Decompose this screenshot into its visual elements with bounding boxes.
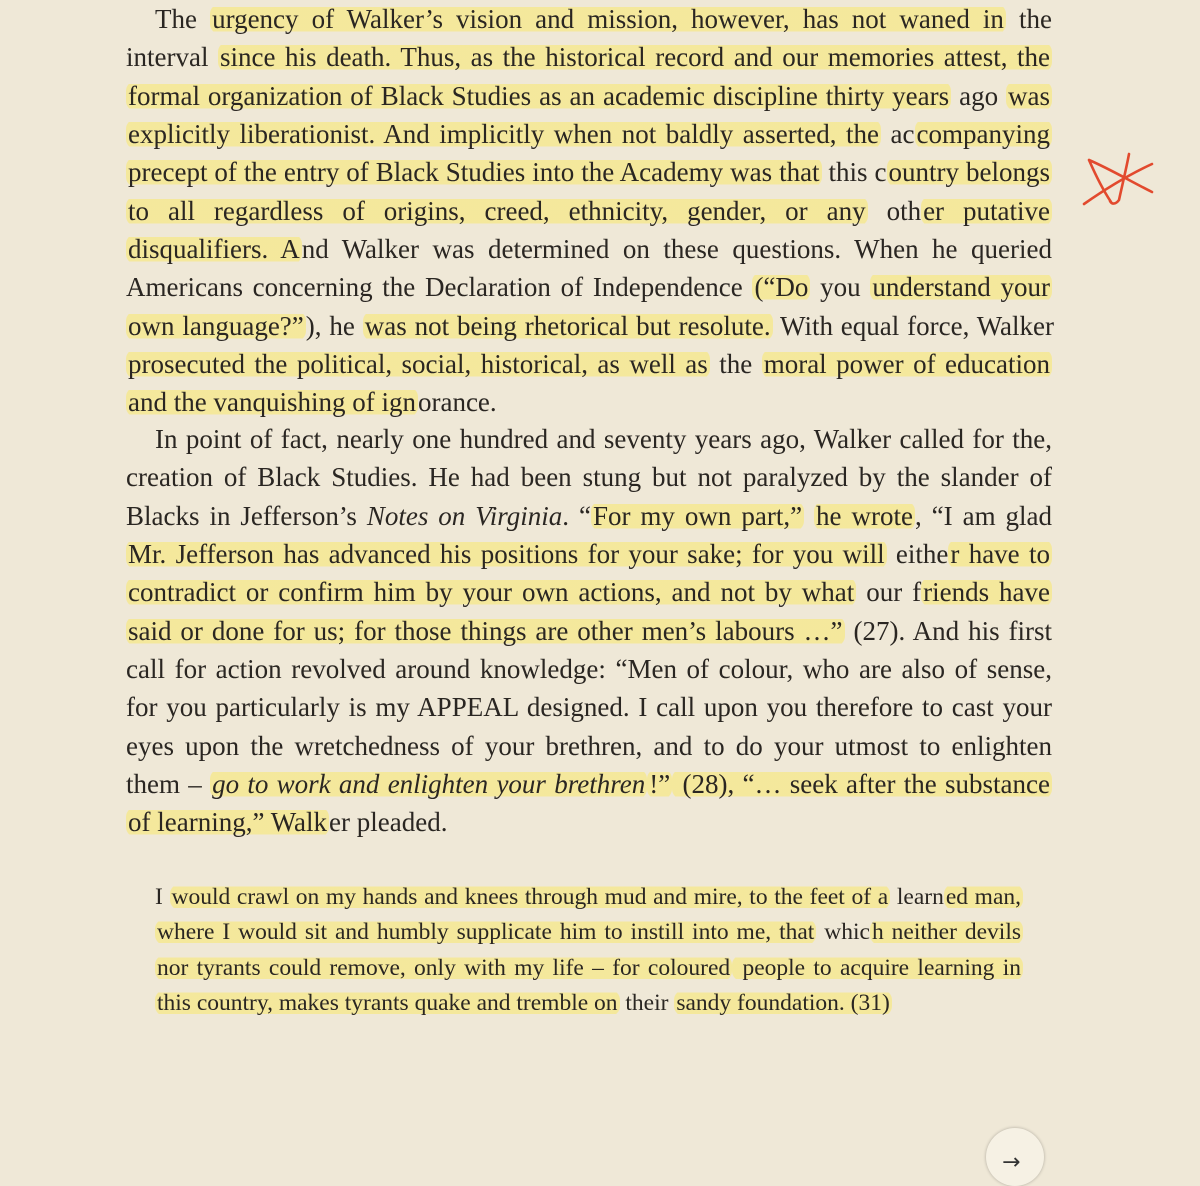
- next-page-button[interactable]: [986, 1128, 1044, 1186]
- text-span: learn: [890, 884, 944, 910]
- highlighted-text[interactable]: people to acquire learning in this country, makes tyrants quake and tremble on: [157, 954, 1021, 1016]
- highlighted-text[interactable]: urgency of Walker’s vision and mission, however, has not waned in: [212, 4, 1004, 34]
- highlighted-text[interactable]: was not being rhetorical but resolute.: [364, 310, 771, 341]
- highlighted-text[interactable]: understand your own language?”: [128, 272, 1050, 341]
- highlighted-text[interactable]: er putative disqualifiers. A: [128, 195, 1050, 265]
- highlighted-text[interactable]: Mr. Jefferson has advanced his positions for your sake; for you will: [128, 539, 885, 570]
- highlighted-text[interactable]: h neither devils nor tyrants could remove, only with my life – for coloured: [157, 919, 1021, 981]
- text-span: oth: [867, 195, 922, 226]
- text-span: The: [155, 4, 211, 34]
- highlighted-text[interactable]: (“Do: [754, 272, 809, 303]
- text-span: ago: [951, 80, 1007, 111]
- text-span: their: [619, 989, 675, 1016]
- text-span: . “: [562, 500, 591, 531]
- highlighted-text[interactable]: prosecuted the political, social, historical, as well as: [128, 349, 708, 380]
- text-span: the: [709, 349, 762, 380]
- highlighted-text[interactable]: would crawl on my hands and knees through mud and mire, to the feet of a: [171, 884, 889, 910]
- text-span: er pleaded.: [329, 807, 448, 838]
- highlighted-text[interactable]: For my own part,”: [592, 500, 803, 531]
- highlighted-text[interactable]: !”: [649, 769, 671, 800]
- highlighted-text[interactable]: (28), “… seek after the substance of learning,” Walk: [128, 769, 1050, 838]
- text-span: eithe: [886, 539, 949, 570]
- highlighted-text[interactable]: riends have said or done for us; for those things are other men’s labours …”: [128, 577, 1051, 646]
- text-span: I: [155, 884, 170, 910]
- highlighted-text[interactable]: ed man, where I would sit and humbly supplicate him to instill into me, that: [157, 884, 1022, 946]
- highlighted-text[interactable]: sandy foundation. (31): [676, 989, 890, 1016]
- text-span: ), he: [305, 310, 363, 341]
- text-span: With equal force, Walker: [772, 310, 1054, 341]
- arrow-right-icon: →: [1002, 1150, 1021, 1175]
- text-span: (27). And his first call for action revolved around knowledge: “Men of colour, who are also of sense, for you particularly is my APPEAL designed. I call upon you therefore to cast your eyes upon the wretchedness of your brethren, and to do your utmost to enlighten them –: [126, 615, 1053, 800]
- text-span: nd Walker was determined on these questions. When he queried Americans concerning the Declaration of Independence: [126, 234, 1052, 303]
- paragraph-1: [126, 0, 1052, 422]
- text-span: In point of fact, nearly one hundred and seventy years ago, Walker called for the, creation of Black Studies. He had been stung but not paralyzed by the slander of Blacks in Jefferson’s: [126, 424, 1052, 531]
- text-span: the interval: [126, 4, 1052, 73]
- text-span: our f: [856, 577, 922, 608]
- text-span: [804, 501, 814, 531]
- highlighted-text[interactable]: since his death. Thus, as the historical record and our memories attest, the formal organization of Black Studies as an academic discipline thirty years: [128, 42, 1051, 111]
- text-span: , “I am glad: [914, 500, 1053, 531]
- highlighted-text[interactable]: was explicitly liberationist. And implicitly when not baldly asserted, the: [128, 80, 1051, 150]
- text-span: this c: [821, 157, 887, 188]
- text-span: whic: [816, 919, 870, 946]
- highlighted-text[interactable]: ountry belongs to all regardless of origins, creed, ethnicity, gender, or any: [128, 157, 1050, 226]
- highlighted-text[interactable]: he wrote: [816, 500, 913, 531]
- italic-title: Notes on Virginia: [366, 500, 563, 531]
- text-span: you: [810, 272, 871, 303]
- highlighted-italic-text[interactable]: go to work and enlighten your brethren: [212, 769, 646, 800]
- star-annotation-icon[interactable]: [1080, 152, 1156, 212]
- highlighted-text[interactable]: r have to contradict or confirm him by your own actions, and not by what: [128, 539, 1050, 608]
- block-quote: [155, 880, 1023, 1021]
- text-span: ac: [881, 119, 915, 150]
- text-span: orance.: [417, 387, 497, 418]
- paragraph-2: [126, 420, 1052, 842]
- highlighted-text[interactable]: companying precept of the entry of Black Studies into the Academy was that: [128, 119, 1051, 188]
- highlighted-text[interactable]: moral power of education and the vanquishing of ign: [128, 349, 1050, 418]
